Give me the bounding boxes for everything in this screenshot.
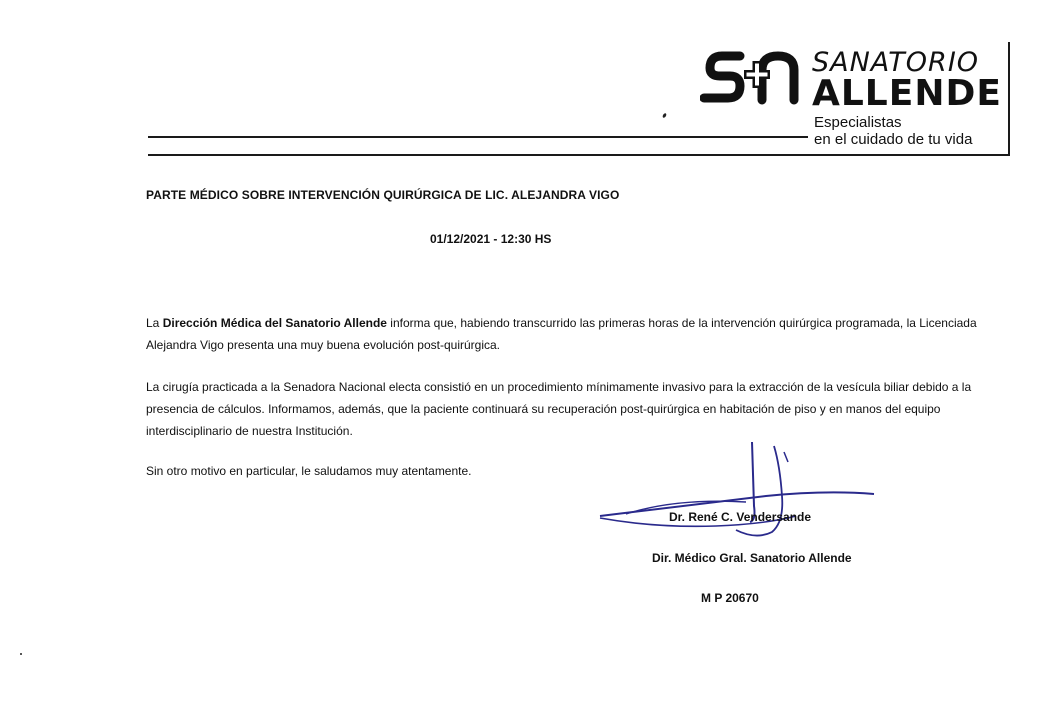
document-title: PARTE MÉDICO SOBRE INTERVENCIÓN QUIRÚRGICA DE LIC. ALEJANDRA VIGO [146,188,620,202]
paragraph-1-line2: Alejandra Vigo presenta una muy buena evolución post-quirúrgica. [146,338,501,352]
paragraph-2 [146,376,996,442]
signatory-license: M P 20670 [701,591,759,605]
document-datetime: 01/12/2021 - 12:30 HS [430,232,552,246]
stray-mark [662,113,667,119]
sanatorio-allende-logo-mark [700,44,810,108]
paragraph-1-line1: informa que, habiendo transcurrido las primeras horas de la intervención quirúrgica programada, la Licenciada [386,316,977,330]
paragraph-1-bold: Dirección Médica del Sanatorio Allende [162,316,387,330]
paragraph-1-prefix: La [146,316,163,330]
handwritten-signature [596,436,886,546]
signatory-name: Dr. René C. Vendersande [669,510,812,524]
logo-text-allende: ALLENDE [812,73,1002,114]
tagline-line1: Especialistas [814,114,902,131]
paragraph-2-line3: interdisciplinario de nuestra Institución. [146,424,353,438]
tagline-line2: en el cuidado de tu vida [814,131,973,148]
paragraph-3: Sin otro motivo en particular, le saludamos muy atentamente. [146,464,472,478]
header-rule-top [148,136,808,138]
paragraph-1 [146,312,996,356]
signatory-role: Dir. Médico Gral. Sanatorio Allende [652,551,852,565]
logo-text-sanatorio: SANATORIO [812,47,980,78]
paragraph-2-line2: presencia de cálculos. Informamos, además, que la paciente continuará su recuperación post-quirúrgica en habitación de piso y en manos del equipo [146,402,941,416]
paragraph-2-line1: La cirugía practicada a la Senadora Nacional electa consistió en un procedimiento mínimamente invasivo para la extracción de la vesícula biliar debido a la [146,380,972,394]
stray-mark [20,653,22,655]
header-rule-bottom [148,154,1010,156]
header-rule-vertical [1008,42,1010,156]
